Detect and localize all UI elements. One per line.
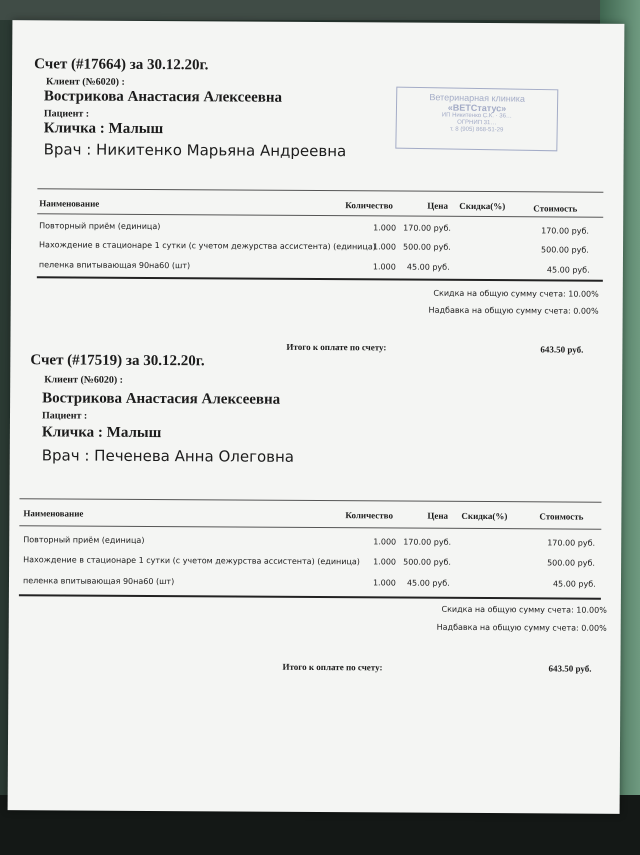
markup-line: Надбавка на общую сумму счета: 0.00% (436, 622, 607, 633)
col-header-qty: Количество (345, 510, 394, 521)
col-header-discount: Скидка(%) (459, 200, 506, 212)
doctor-name: Врач : Печенева Анна Олеговна (41, 446, 295, 466)
row-price: 170.00 руб. (403, 223, 452, 233)
row-qty: 1.000 (372, 578, 396, 588)
client-name: Вострикова Анастасия Алексеевна (42, 390, 281, 408)
stamp-line: ОГРНИП 31… (457, 119, 497, 127)
col-header-cost: Стоимость (539, 511, 584, 522)
patient-label: Пациент : (43, 108, 90, 120)
table-divider (19, 498, 601, 503)
row-qty: 1.000 (373, 557, 397, 567)
pet-name: Кличка : Малыш (43, 120, 164, 138)
col-header-qty: Количество (345, 200, 393, 211)
stamp-line: «ВЕТСтатус» (447, 102, 507, 114)
total-value: 643.50 руб. (548, 663, 592, 674)
background-top (0, 0, 640, 20)
row-name: пеленка впитывающая 90на60 (шт) (38, 260, 191, 271)
items-table (37, 188, 603, 275)
row-qty: 1.000 (372, 262, 396, 272)
row-name: пеленка впитывающая 90на60 (шт) (22, 576, 175, 587)
table-bottom-rule (19, 594, 601, 600)
table-divider (19, 525, 601, 530)
row-price: 500.00 руб. (403, 557, 451, 567)
pet-name: Кличка : Малыш (41, 424, 162, 442)
invoice-1 (12, 20, 624, 355)
row-cost: 170.00 руб. (541, 226, 589, 236)
table-divider (37, 188, 603, 192)
patient-label: Пациент : (41, 410, 88, 422)
row-cost: 500.00 руб. (547, 558, 595, 568)
col-header-name: Наименование (39, 198, 100, 209)
col-header-name: Наименование (23, 508, 84, 519)
row-price: 45.00 руб. (406, 578, 450, 588)
col-header-price: Цена (427, 510, 449, 521)
client-label: Клиент (№6020) : (46, 76, 125, 88)
row-qty: 1.000 (373, 537, 397, 547)
row-name: Нахождение в стационаре 1 сутки (с учетом дежурства ассистента) (единица) (23, 555, 360, 567)
row-name: Повторный приём (единица) (39, 221, 161, 232)
total-label: Итого к оплате по счету: (286, 341, 387, 353)
row-cost: 170.00 руб. (547, 538, 596, 548)
markup-line: Надбавка на общую сумму счета: 0.00% (428, 305, 599, 316)
client-label: Клиент (№6020) : (44, 374, 124, 386)
items-table (19, 498, 601, 589)
stamp-line: т. 8 (905) 868-51-29 (449, 126, 504, 134)
row-cost: 45.00 руб. (546, 265, 590, 275)
client-name: Вострикова Анастасия Алексеевна (43, 88, 283, 106)
total-label: Итого к оплате по счету: (282, 661, 383, 673)
row-name: Нахождение в стационаре 1 сутки (с учетом дежурства ассистента) (единица) (39, 240, 376, 252)
doctor-name: Врач : Никитенко Марьяна Андреевна (43, 140, 347, 161)
col-header-discount: Скидка(%) (461, 510, 508, 522)
discount-line: Скидка на общую сумму счета: 10.00% (441, 604, 607, 615)
row-cost: 45.00 руб. (552, 579, 596, 589)
row-name: Повторный приём (единица) (23, 535, 145, 545)
clinic-stamp (395, 87, 558, 152)
invoice-title: Счет (#17664) за 30.12.20г. (34, 56, 209, 74)
invoice-paper (8, 20, 625, 814)
col-header-cost: Стоимость (533, 203, 578, 214)
row-cost: 500.00 руб. (540, 245, 589, 255)
row-qty: 1.000 (373, 242, 396, 252)
stamp-line: ИП Никитенко С.К. · 36… (441, 112, 512, 120)
row-price: 170.00 руб. (403, 537, 452, 547)
table-divider (37, 213, 603, 217)
col-header-price: Цена (427, 200, 449, 211)
invoice-title: Счет (#17519) за 30.12.20г. (30, 352, 205, 370)
row-price: 500.00 руб. (403, 242, 451, 252)
discount-line: Скидка на общую сумму счета: 10.00% (433, 288, 599, 299)
row-price: 45.00 руб. (406, 262, 450, 272)
row-qty: 1.000 (373, 223, 397, 233)
total-value: 643.50 руб. (540, 344, 584, 355)
stamp-line: Ветеринарная клиника (429, 92, 526, 104)
table-bottom-rule (37, 276, 603, 281)
